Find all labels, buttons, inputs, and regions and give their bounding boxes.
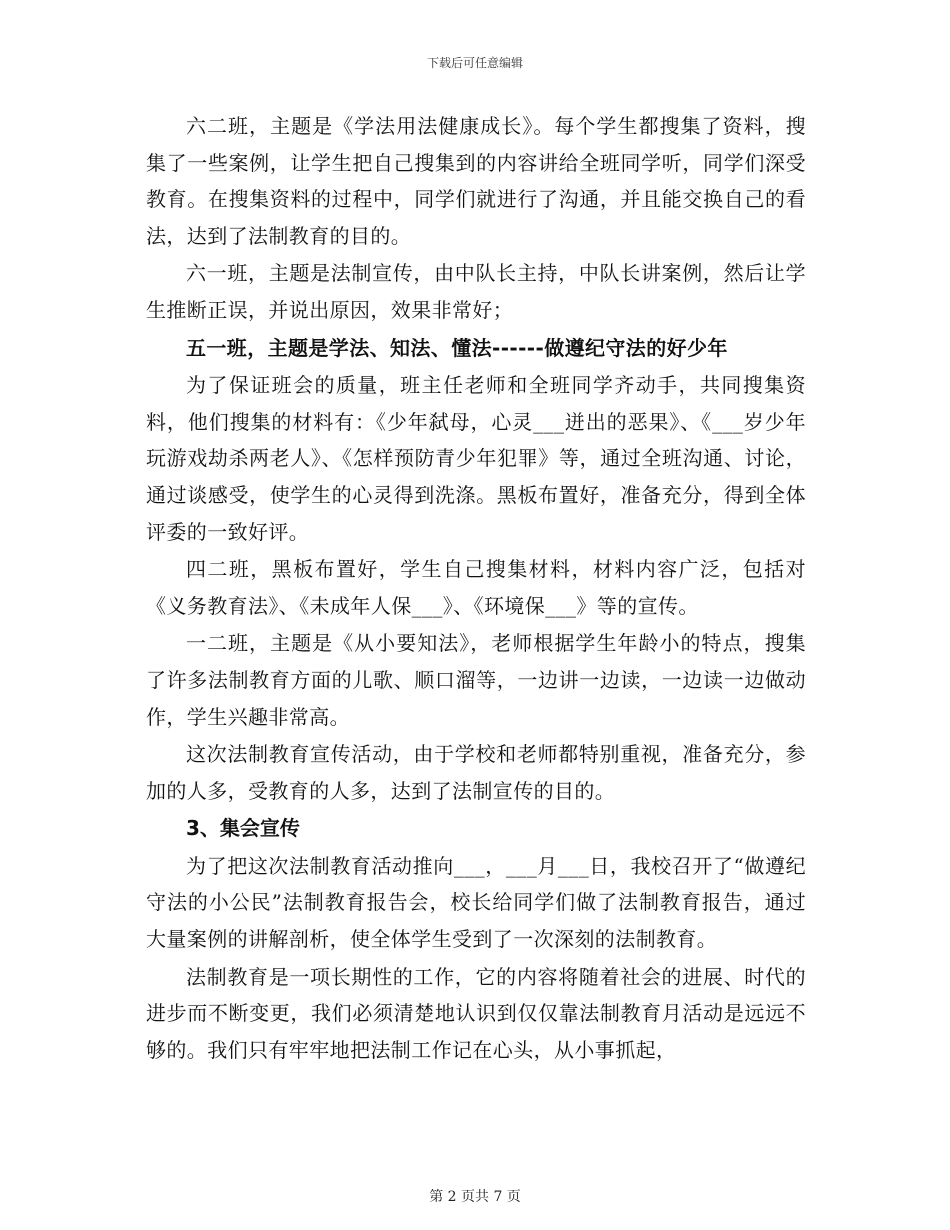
- paragraph-assembly-report: 为了把这次法制教育活动推向___，___月___日，我校召开了“做遵纪守法的小公民”法制教育报告会，校长给同学们做了法制教育报告，通过大量案例的讲解剖析，使全体学生受到了一次深刻的法制教育。: [146, 853, 806, 952]
- paragraph-long-term-work: 法制教育是一项长期性的工作，它的内容将随着社会的进展、时代的进步而不断变更，我们必须清楚地认识到仅仅靠法制教育月活动是远远不够的。我们只有牢牢地把法制工作记在心头，从小事抓起，: [146, 964, 806, 1062]
- page-footer: 第 2 页共 7 页: [429, 1189, 521, 1205]
- document-body: [146, 108, 806, 1069]
- paragraph-class-1-2: 一二班，主题是《从小要知法》，老师根据学生年龄小的特点，搜集了许多法制教育方面的儿歌、顺口溜等，一边讲一边读，一边读一边做动作，学生兴趣非常高。: [146, 631, 806, 729]
- paragraph-class-6-1: 六一班，主题是法制宣传，由中队长主持，中队长讲案例，然后让学生推断正误，并说出原因，效果非常好；: [146, 261, 806, 322]
- section-heading-assembly: 3、集会宣传: [186, 816, 300, 841]
- paragraph-class-4-2: 四二班，黑板布置好，学生自己搜集材料，材料内容广泛，包括对《义务教育法》、《未成年人保___》、《环境保___》等的宣传。: [146, 557, 806, 618]
- paragraph-activity-summary: 这次法制教育宣传活动，由于学校和老师都特别重视，准备充分，参加的人多，受教育的人多，达到了法制宣传的目的。: [146, 742, 806, 803]
- page-header: 下载后可任意编辑: [426, 56, 523, 70]
- paragraph-class-6-2: 六二班，主题是《学法用法健康成长》。每个学生都搜集了资料，搜集了一些案例，让学生把自己搜集到的内容讲给全班同学听，同学们深受教育。在搜集资料的过程中，同学们就进行了沟通，并且能交换自己的看法，达到了法制教育的目的。: [146, 114, 806, 248]
- paragraph-class-5-1-title: 五一班，主题是学法、知法、懂法------做遵纪守法的好少年: [186, 335, 728, 360]
- paragraph-class-5-1-detail: 为了保证班会的质量，班主任老师和全班同学齐动手，共同搜集资料，他们搜集的材料有：《少年弑母，心灵___迸出的恶果》、《___岁少年玩游戏劫杀两老人》、《怎样预防青少年犯罪》等，通过全班沟通、讨论，通过谈感受，使学生的心灵得到洗涤。黑板布置好，准备充分，得到全体评委的一致好评。: [146, 373, 806, 544]
